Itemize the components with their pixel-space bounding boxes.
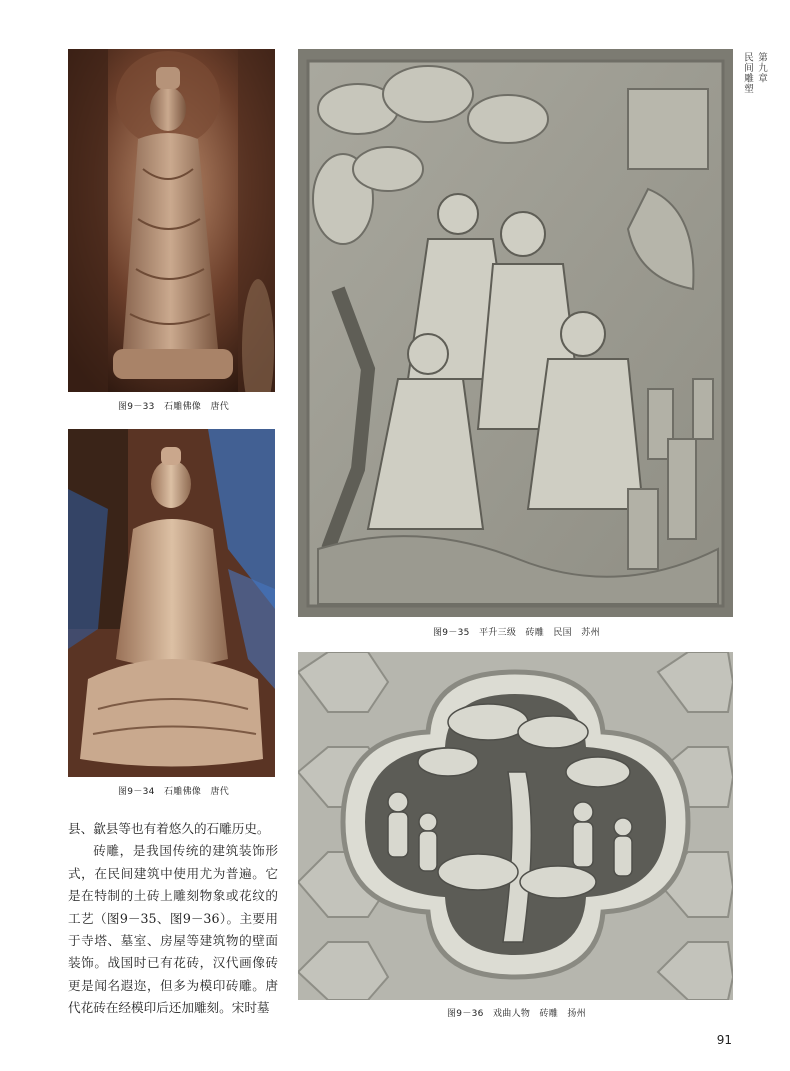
chapter-number: 第九章 bbox=[756, 52, 767, 84]
figure-9-34-photo bbox=[68, 429, 275, 777]
chapter-tab bbox=[742, 52, 768, 94]
figure-9-34-caption: 图9－34 石雕佛像 唐代 bbox=[118, 787, 230, 797]
chapter-title: 民间雕塑 bbox=[742, 52, 753, 94]
figure-9-33-photo bbox=[68, 49, 275, 392]
figure-9-35-caption: 图9－35 平升三级 砖雕 民国 苏州 bbox=[433, 628, 600, 638]
figure-9-33-caption: 图9－33 石雕佛像 唐代 bbox=[118, 402, 230, 412]
paragraph-2: 砖雕，是我国传统的建筑装饰形式，在民间建筑中使用尤为普遍。它是在特制的土砖上雕刻物象或花纹的工艺（图9－35、图9－36）。主要用于寺塔、墓室、房屋等建筑物的壁面装饰。战国时已有花砖，汉代画像砖更是闻名遐迩，但多为模印砖雕。唐代花砖在经模印后还加雕刻。宋时墓 bbox=[68, 843, 278, 1016]
paragraph-1: 县、歙县等也有着悠久的石雕历史。 bbox=[68, 821, 270, 836]
figure-9-35-photo bbox=[298, 49, 733, 617]
brick-relief-figures-icon bbox=[298, 49, 733, 617]
figure-9-36-photo bbox=[298, 652, 733, 1000]
quatrefoil-brick-carving-icon bbox=[298, 652, 733, 1000]
page-number: 91 bbox=[716, 1033, 732, 1047]
body-text bbox=[68, 818, 278, 1020]
standing-buddha-statue-icon bbox=[68, 49, 275, 392]
figure-9-36-caption: 图9－36 戏曲人物 砖雕 扬州 bbox=[447, 1009, 586, 1019]
seated-buddha-statue-icon bbox=[68, 429, 275, 777]
